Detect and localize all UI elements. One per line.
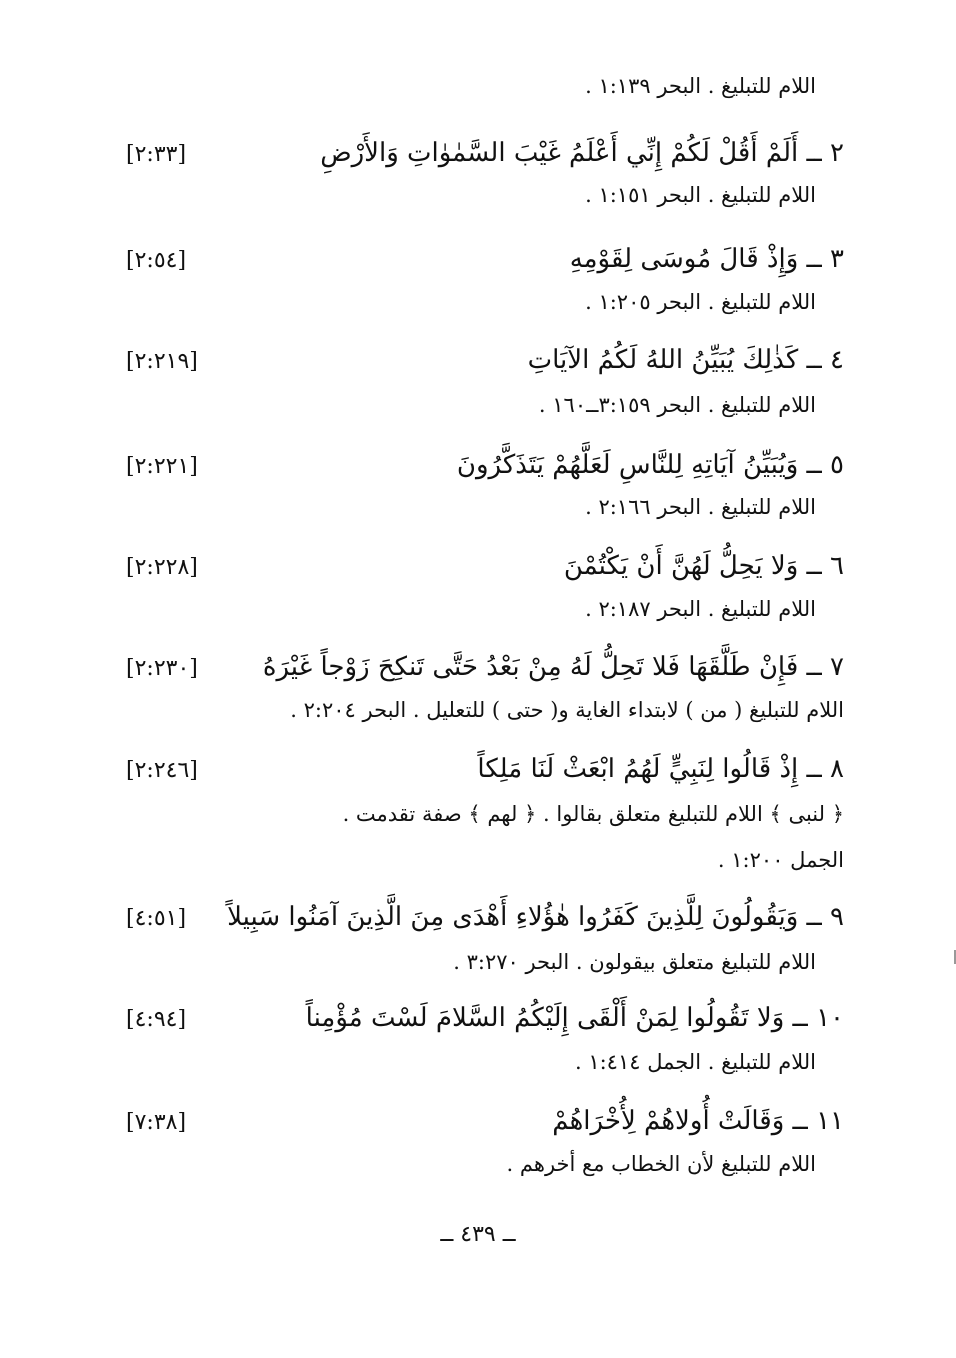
verse-ref-3: [٢:٥٤]	[126, 248, 187, 273]
verse-2: ٢ ــ أَلَمْ أَقُلْ لَكُمْ إِنِّي أَعْلَمُ غَيْبَ السَّمٰوٰاتِ وَالأَرْضِ	[320, 138, 844, 168]
note-7: اللام للتبليغ ( من ) لابتداء الغاية و( حتى ) للتعليل . البحر ٢:٢٠٤ .	[290, 698, 844, 722]
verse-4: ٤ ــ كَذٰلِكَ يُبَيِّنُ اللهُ لَكُمُ الآيَاتِ	[527, 345, 844, 375]
verse-ref-9: [٤:٥١]	[126, 906, 187, 931]
note-8b: الجمل ١:٢٠٠ .	[717, 848, 844, 872]
verse-ref-5: [٢:٢٢١]	[126, 454, 198, 479]
note-4: اللام للتبليغ . البحر ٣:١٥٩ــ١٦٠ .	[538, 393, 816, 417]
verse-5: ٥ ــ وَيُبَيِّنُ آيَاتِهِ لِلنَّاسِ لَعَلَّهُمْ يَتَذَكَّرُونَ	[456, 450, 844, 480]
verse-3: ٣ ــ وَإِذْ قَالَ مُوسَى لِقَوْمِهِ	[569, 244, 844, 274]
verse-ref-8: [٢:٢٤٦]	[126, 758, 198, 783]
verse-11: ١١ ــ وَقَالَتْ أُولاهُمْ لِأُخْرَاهُمْ	[552, 1106, 844, 1136]
verse-8: ٨ ــ إِذْ قَالُوا لِنَبِيٍّ لَهُمُ ابْعَثْ لَنَا مَلِكاً	[477, 754, 844, 784]
verse-ref-4: [٢:٢١٩]	[126, 349, 198, 374]
verse-ref-2: [٢:٣٣]	[126, 142, 187, 167]
verse-10: ١٠ ــ وَلا تَقُولُوا لِمَنْ أَلْقَى إِلَيْكُمُ السَّلامَ لَسْتَ مُؤْمِناً	[305, 1003, 844, 1033]
verse-ref-6: [٢:٢٢٨]	[126, 555, 198, 580]
note-3: اللام للتبليغ . البحر ١:٢٠٥ .	[585, 290, 816, 314]
note-9: اللام للتبليغ متعلق بيقولون . البحر ٣:٢٧٠ .	[453, 950, 816, 974]
verse-7: ٧ ــ فَإِنْ طَلَّقَهَا فَلا تَحِلُّ لَهُ مِنْ بَعْدُ حَتَّى تَنكِحَ زَوْجاً غَيْرَهُ	[262, 652, 844, 682]
note-8a: ﴿ لنبى ﴾ اللام للتبليغ متعلق بقالوا . ﴿ لهم ﴾ صفة تقدمت .	[342, 802, 844, 826]
note-6: اللام للتبليغ . البحر ٢:١٨٧ .	[585, 597, 816, 621]
verse-ref-10: [٤:٩٤]	[126, 1007, 187, 1032]
note-2: اللام للتبليغ . البحر ١:١٥١ .	[585, 183, 816, 207]
verse-9: ٩ ــ وَيَقُولُونَ لِلَّذِينَ كَفَرُوا هٰؤُلاءِ أَهْدَى مِنَ الَّذِينَ آمَنُوا سَبِيلاً	[227, 902, 844, 932]
verse-6: ٦ ــ وَلا يَحِلُّ لَهُنَّ أَنْ يَكْتُمْنَ	[563, 551, 844, 581]
page-number: ــ ٤٣٩ ــ	[440, 1222, 516, 1247]
verse-ref-11: [٧:٣٨]	[126, 1110, 187, 1135]
note-10: اللام للتبليغ . الجمل ١:٤١٤ .	[574, 1050, 816, 1074]
verse-ref-7: [٢:٢٣٠]	[126, 656, 198, 681]
note-5: اللام للتبليغ . البحر ٢:١٦٦ .	[585, 495, 816, 519]
top-note: اللام للتبليغ . البحر ١:١٣٩ .	[585, 74, 816, 98]
note-11: اللام للتبليغ لأن الخطاب مع أخرهم .	[506, 1152, 816, 1176]
